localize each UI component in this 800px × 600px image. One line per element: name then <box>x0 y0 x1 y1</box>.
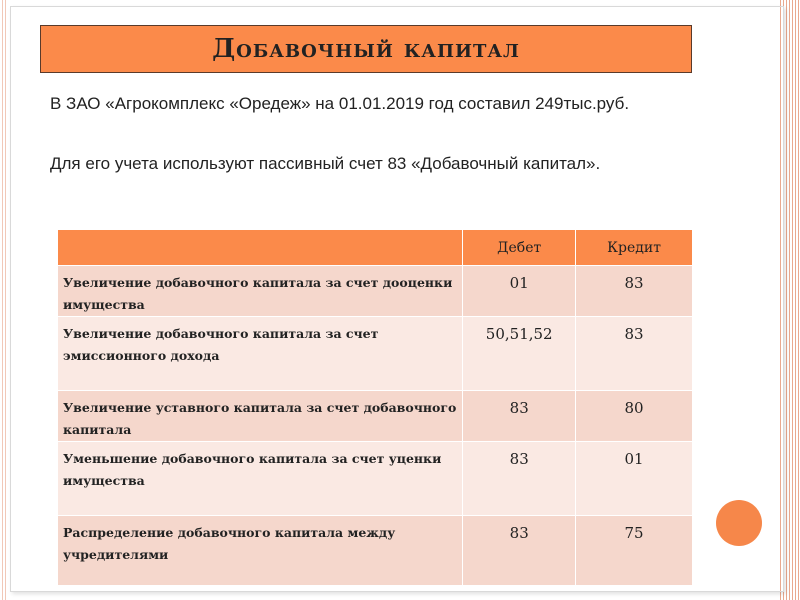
table-row <box>58 516 693 586</box>
header-debit: Дебет <box>463 230 576 266</box>
row-credit: 80 <box>576 391 693 442</box>
row-description: Увеличение добавочного капитала за счет эмиссионного дохода <box>58 317 463 391</box>
table-row <box>58 442 693 516</box>
slide-title: Добавочный капитал <box>212 34 520 64</box>
row-debit: 50,51,52 <box>463 317 576 391</box>
row-debit: 01 <box>463 266 576 317</box>
paragraph-account: Для его учета используют пассивный счет 83 «Добавочный капитал». <box>50 154 601 173</box>
row-debit: 83 <box>463 516 576 586</box>
decorative-circle <box>716 500 762 546</box>
row-description: Распределение добавочного капитала между учредителями <box>58 516 463 586</box>
left-decor-stripes <box>0 0 8 600</box>
row-credit: 01 <box>576 442 693 516</box>
table-row <box>58 266 693 317</box>
table-row <box>58 391 693 442</box>
accounts-table <box>57 229 693 586</box>
paragraph-balance: В ЗАО «Агрокомплекс «Оредеж» на 01.01.2019 год составил 249тыс.руб. <box>50 94 630 113</box>
table-row <box>58 317 693 391</box>
row-description: Увеличение добавочного капитала за счет дооценки имущества <box>58 266 463 317</box>
row-description: Уменьшение добавочного капитала за счет уценки имущества <box>58 442 463 516</box>
row-debit: 83 <box>463 442 576 516</box>
header-credit: Кредит <box>576 230 693 266</box>
row-credit: 75 <box>576 516 693 586</box>
row-credit: 83 <box>576 266 693 317</box>
row-description: Увеличение уставного капитала за счет добавочного капитала <box>58 391 463 442</box>
table-header-row <box>58 230 693 266</box>
title-bar <box>40 25 692 73</box>
row-credit: 83 <box>576 317 693 391</box>
row-debit: 83 <box>463 391 576 442</box>
header-description <box>58 230 463 266</box>
